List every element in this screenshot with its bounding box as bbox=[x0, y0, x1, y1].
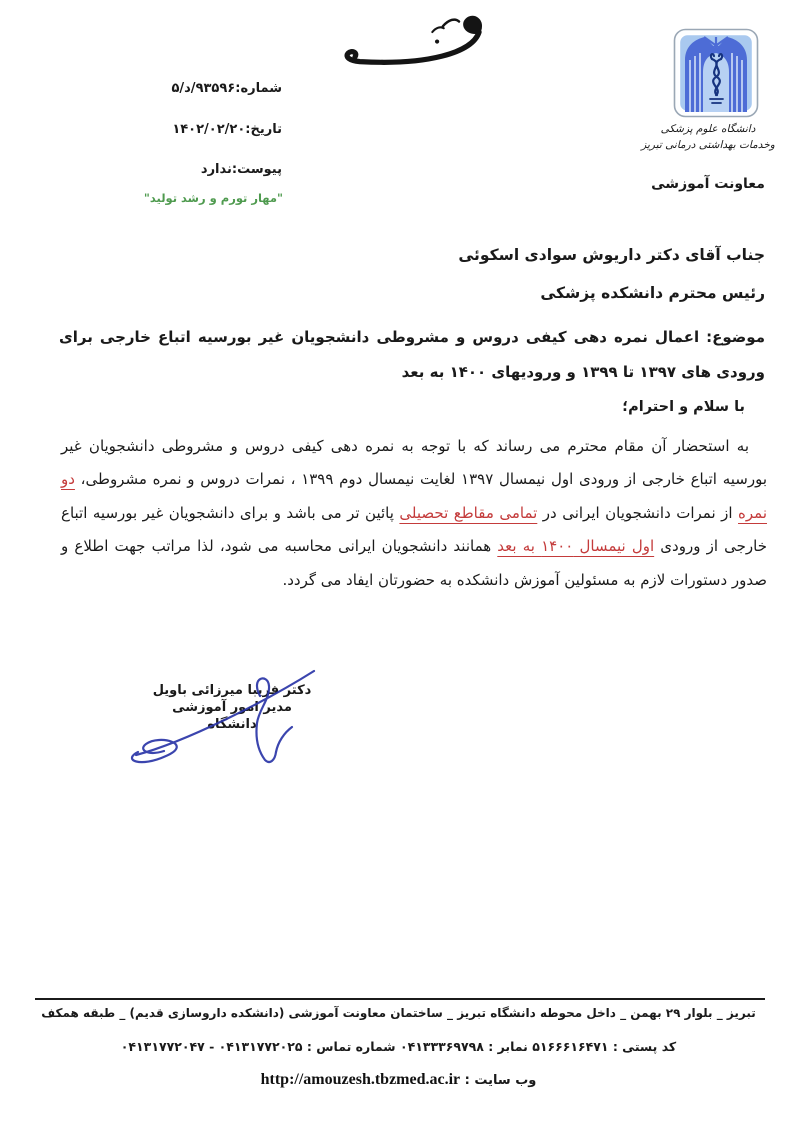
footer-divider bbox=[35, 998, 765, 1000]
letter-attachment: پیوست:ندارد bbox=[200, 162, 282, 177]
signer-name: دکتر فریبا میرزائی باویل bbox=[152, 683, 312, 698]
university-logo-icon bbox=[673, 28, 759, 118]
letter-date: تاریخ:۱۴۰۲/۰۲/۲۰ bbox=[172, 122, 282, 137]
recipient-name: جناب آقای دکتر داریوش سوادی اسکوئی bbox=[458, 246, 765, 264]
body-text: پائین تر می باشد و برای دانشجویان غیر بورسیه اتباع خارجی از ورودی bbox=[61, 503, 768, 556]
recipient-title: رئیس محترم دانشکده پزشکی bbox=[540, 284, 765, 302]
footer-contact: کد پستی : ۵۱۶۶۶۱۶۴۷۱ نمابر : ۰۴۱۳۳۳۶۹۷۹۸ شماره تماس : ۰۴۱۳۱۷۷۲۰۲۵ - ۰۴۱۳۱۷۷۲۰۴۷ bbox=[120, 1039, 677, 1054]
university-name-line2: وخدمات بهداشتی درمانی تبریز bbox=[641, 139, 775, 151]
body-paragraph bbox=[61, 430, 767, 597]
website-label: وب سایت : bbox=[460, 1073, 537, 1088]
website-link[interactable]: http://amouzesh.tbzmed.ac.ir bbox=[260, 1071, 461, 1088]
letter-number: شماره:۹۳۵۹۶/د/۵ bbox=[171, 81, 282, 96]
signer-title: مدیر امور آموزشی دانشگاه bbox=[172, 700, 292, 732]
footer-address: تبریز _ بلوار ۲۹ بهمن _ داخل محوطه دانشگاه تبریز _ ساختمان معاونت آموزشی (دانشکده داروسازی قدیم) _ طبقه همکف bbox=[41, 1006, 756, 1020]
signer-block bbox=[152, 682, 312, 733]
highlight-from-1400: اول نیمسال ۱۴۰۰ به بعد bbox=[497, 537, 655, 556]
department-title: معاونت آموزشی bbox=[651, 176, 765, 192]
highlight-all-levels: تمامی مقاطع تحصیلی bbox=[399, 503, 538, 522]
body-text: از نمرات دانشجویان ایرانی در bbox=[537, 503, 739, 522]
salutation: با سلام و احترام؛ bbox=[622, 399, 745, 415]
body-text: به استحضار آن مقام محترم می رساند که با توجه به نمره دهی کیفی دروس و مشروطی دانشجویان غیر بورسیه اتباع خارجی از ورودی اول نیمسال ۱۳۹۷ لغایت نیمسال دوم ۱۳۹۹ ، نمرات دروس و نمره مشروطی، bbox=[61, 437, 767, 489]
university-name-line1: دانشگاه علوم پزشکی bbox=[660, 123, 756, 135]
university-name bbox=[626, 121, 790, 153]
body-text: همانند دانشجویان ایرانی محاسبه می شود، لذا مراتب جهت اطلاع و صدور دستورات لازم به مسئولین آموزش دانشکده به حضورتان ایفاد می گردد. bbox=[61, 537, 767, 589]
subject-line: موضوع: اعمال نمره دهی کیفی دروس و مشروطی دانشجویان غیر بورسیه اتباع خارجی برای ورودی های ۱۳۹۷ تا ۱۳۹۹ و ورودیهای ۱۴۰۰ به بعد bbox=[59, 328, 765, 381]
footer-website bbox=[0, 1071, 797, 1089]
highlight-two-grades: دو نمره bbox=[61, 470, 767, 522]
year-slogan: "مهار تورم و رشد تولید" bbox=[143, 191, 283, 205]
bismillah-calligraphy-icon bbox=[328, 12, 488, 74]
